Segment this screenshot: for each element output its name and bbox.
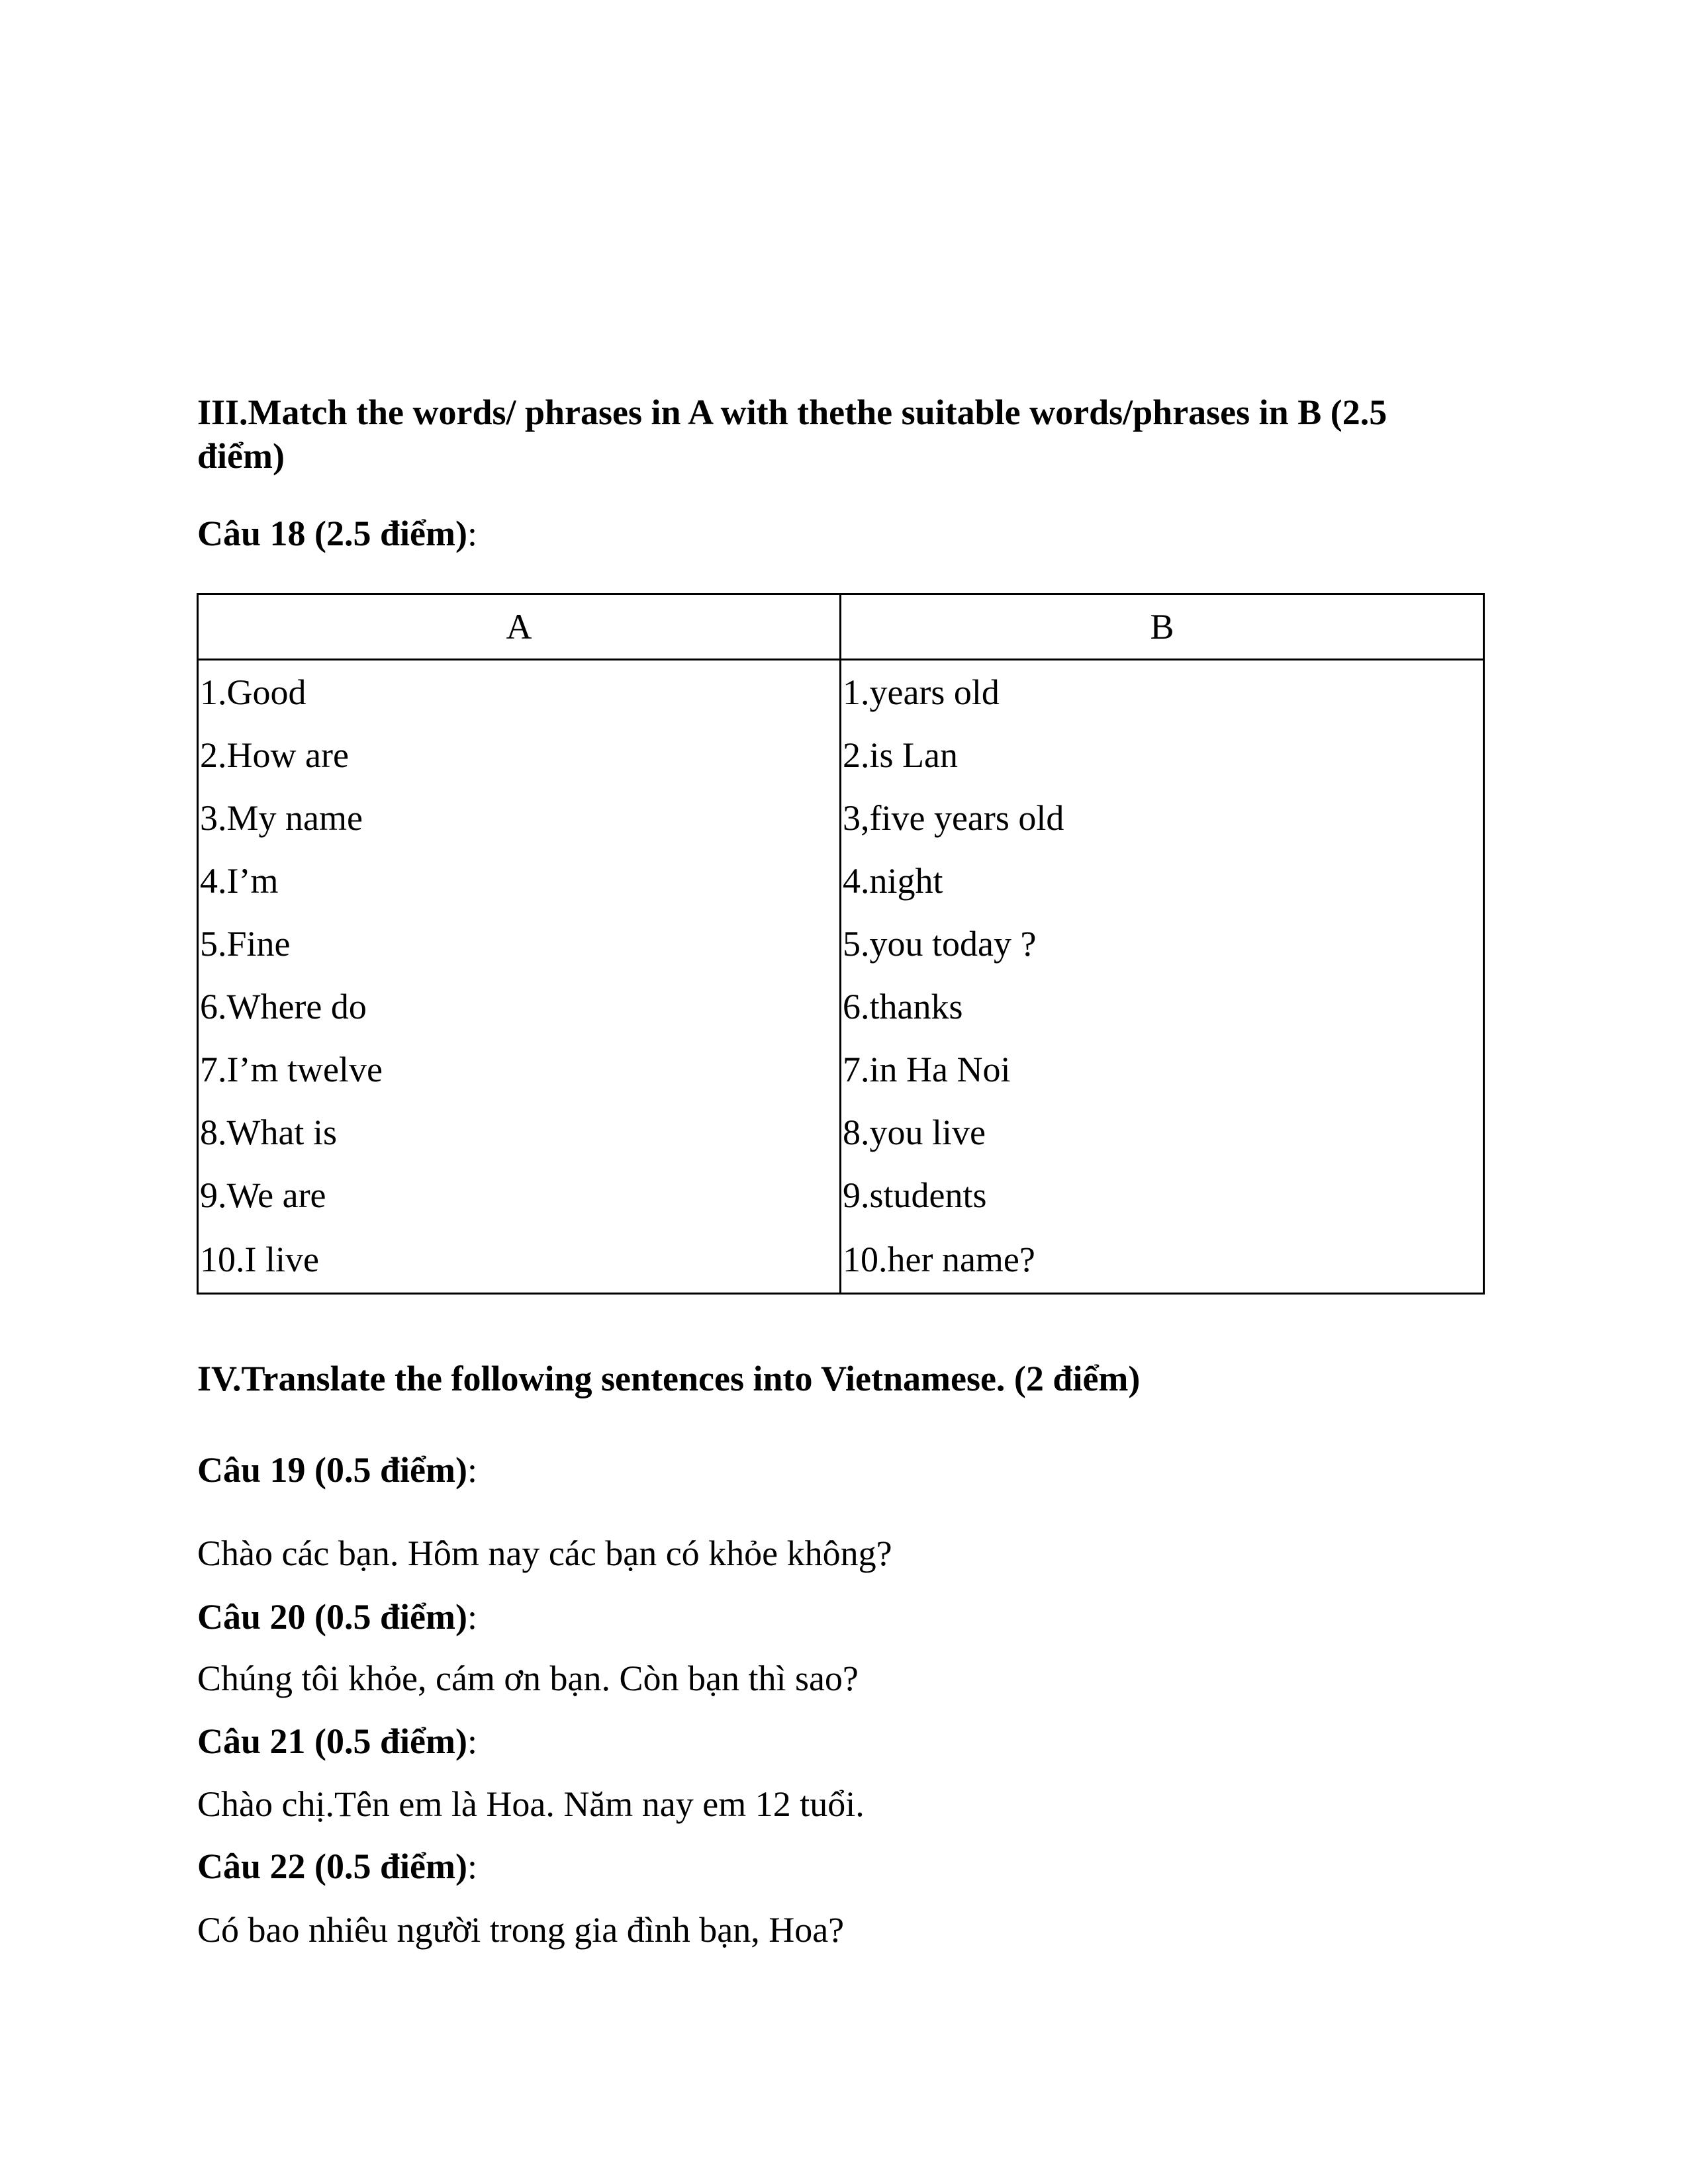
column-a-header: A [198, 594, 841, 660]
table-row [198, 786, 1484, 849]
cell-b: 5.you today ? [841, 912, 1484, 975]
cell-b: 10.her name? [841, 1226, 1484, 1294]
cell-a: 9.We are [198, 1163, 841, 1226]
cell-b: 3,five years old [841, 786, 1484, 849]
cell-a: 8.What is [198, 1101, 841, 1163]
cell-b: 7.in Ha Noi [841, 1038, 1484, 1101]
question-21-suffix: : [467, 1721, 477, 1761]
cell-a: 1.Good [198, 660, 841, 724]
question-22-text: Có bao nhiêu người trong gia đình bạn, Hoa? [197, 1910, 845, 1950]
table-row [198, 660, 1484, 724]
cell-b: 6.thanks [841, 975, 1484, 1038]
cell-b: 4.night [841, 849, 1484, 912]
question-19-suffix: : [467, 1450, 477, 1490]
cell-b: 9.students [841, 1163, 1484, 1226]
question-20-text: Chúng tôi khỏe, cám ơn bạn. Còn bạn thì sao? [197, 1659, 859, 1698]
table-row [198, 975, 1484, 1038]
cell-a: 6.Where do [198, 975, 841, 1038]
question-19-label: Câu 19 (0.5 điểm) [197, 1450, 467, 1490]
table-row [198, 1163, 1484, 1226]
column-b-header: B [841, 594, 1484, 660]
question-21 [197, 1719, 477, 1763]
table-row [198, 912, 1484, 975]
table-row [198, 723, 1484, 786]
question-18 [197, 512, 477, 555]
table-header-row [198, 594, 1484, 660]
cell-a: 4.I’m [198, 849, 841, 912]
question-18-label: Câu 18 (2.5 điểm) [197, 514, 467, 553]
cell-a: 10.I live [198, 1226, 841, 1294]
cell-b: 8.you live [841, 1101, 1484, 1163]
cell-a: 2.How are [198, 723, 841, 786]
question-22-label: Câu 22 (0.5 điểm) [197, 1846, 467, 1886]
question-20-label: Câu 20 (0.5 điểm) [197, 1597, 467, 1637]
question-20-suffix: : [467, 1597, 477, 1637]
cell-a: 7.I’m twelve [198, 1038, 841, 1101]
cell-b: 1.years old [841, 660, 1484, 724]
cell-a: 3.My name [198, 786, 841, 849]
question-20 [197, 1595, 477, 1639]
section-3-title-line2: điểm) [197, 436, 285, 476]
cell-b: 2.is Lan [841, 723, 1484, 786]
question-19 [197, 1448, 477, 1492]
section-3-title [197, 390, 1387, 478]
section-3-title-line1: III.Match the words/ phrases in A with thethe suitable words/phrases in B (2.5 [197, 392, 1387, 432]
table-row [198, 1038, 1484, 1101]
question-22 [197, 1844, 477, 1888]
question-19-text: Chào các bạn. Hôm nay các bạn có khỏe không? [197, 1533, 892, 1573]
question-21-label: Câu 21 (0.5 điểm) [197, 1721, 467, 1761]
question-21-text: Chào chị.Tên em là Hoa. Năm nay em 12 tuổi. [197, 1784, 865, 1824]
table-row [198, 849, 1484, 912]
question-22-suffix: : [467, 1846, 477, 1886]
table-row [198, 1101, 1484, 1163]
section-4-title: IV.Translate the following sentences into Vietnamese. (2 điểm) [197, 1359, 1141, 1398]
table-row [198, 1226, 1484, 1294]
matching-table [197, 593, 1485, 1295]
question-18-suffix: : [467, 514, 477, 553]
cell-a: 5.Fine [198, 912, 841, 975]
